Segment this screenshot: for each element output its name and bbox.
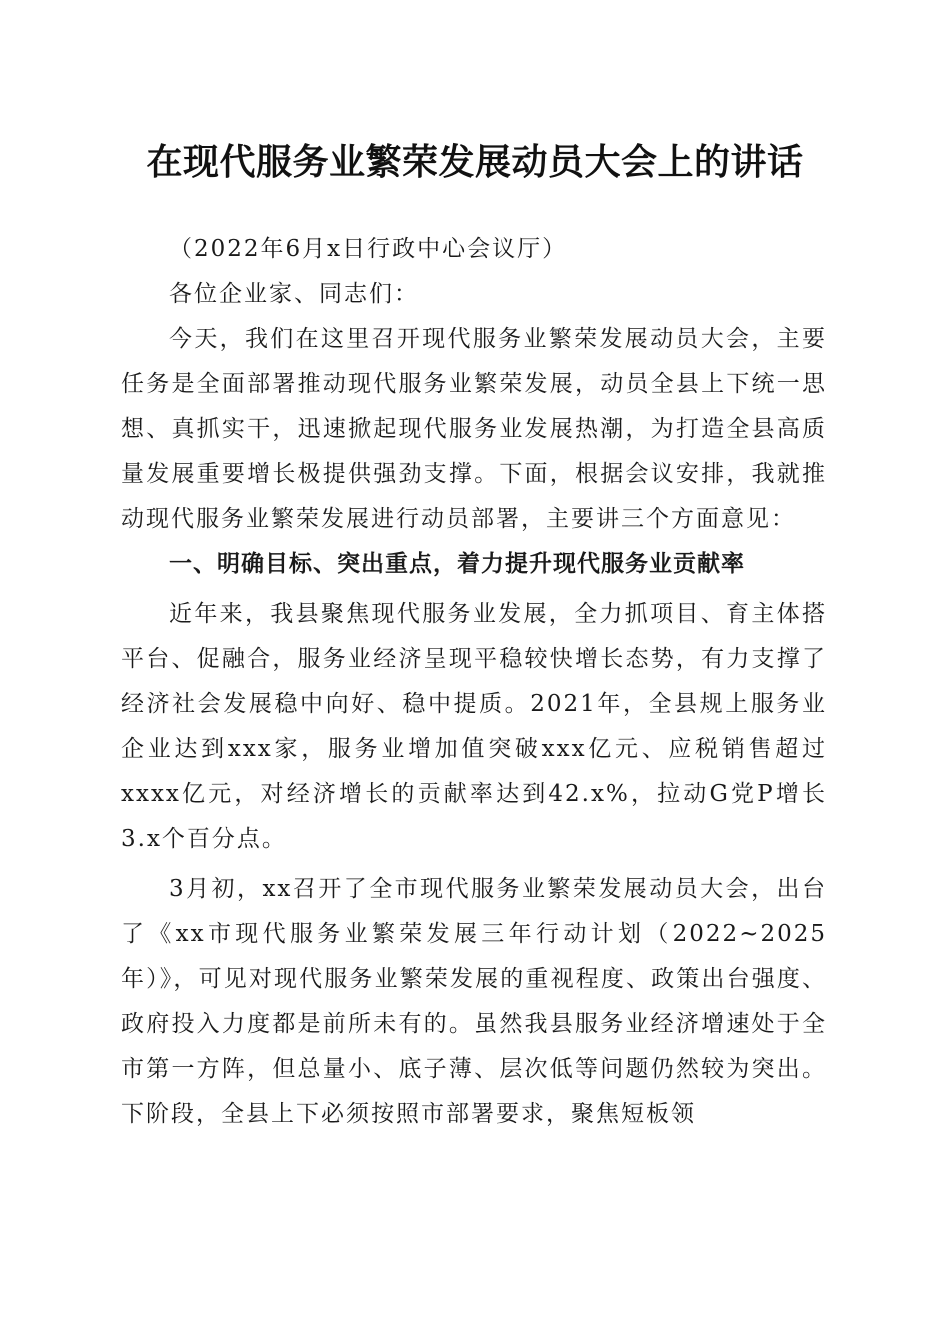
section-heading-1: 一、明确目标、突出重点，着力提升现代服务业贡献率 — [169, 551, 745, 577]
document-body — [121, 227, 827, 1137]
document-title: 在现代服务业繁荣发展动员大会上的讲话 — [146, 141, 804, 183]
salutation: 各位企业家、同志们： — [169, 281, 419, 307]
date-line: （2022年6月x日行政中心会议厅） — [169, 236, 568, 262]
paragraph-intro: 今天，我们在这里召开现代服务业繁荣发展动员大会，主要任务是全面部署推动现代服务业繁荣发展，动员全县上下统一思想、真抓实干，迅速掀起现代服务业发展热潮，为打造全县高质量发展重要增长极提供强劲支撑。下面，根据会议安排，我就推动现代服务业繁荣发展进行动员部署，主要讲三个方面意见： — [121, 326, 827, 532]
paragraph-achievements: 近年来，我县聚焦现代服务业发展，全力抓项目、育主体搭平台、促融合，服务业经济呈现平稳较快增长态势，有力支撑了经济社会发展稳中向好、稳中提质。2021年，全县规上服务业企业达到xxx家，服务业增加值突破xxx亿元、应税销售超过xxxx亿元，对经济增长的贡献率达到42.x%，拉动G党P增长3.x个百分点。 — [121, 601, 827, 852]
paragraph-city-plan: 3月初，xx召开了全市现代服务业繁荣发展动员大会，出台了《xx市现代服务业繁荣发展三年行动计划（2022~2025年）》，可见对现代服务业繁荣发展的重视程度、政策出台强度、政府投入力度都是前所未有的。虽然我县服务业经济增速处于全市第一方阵，但总量小、底子薄、层次低等问题仍然较为突出。下阶段，全县上下必须按照市部署要求，聚焦短板领 — [121, 876, 827, 1127]
